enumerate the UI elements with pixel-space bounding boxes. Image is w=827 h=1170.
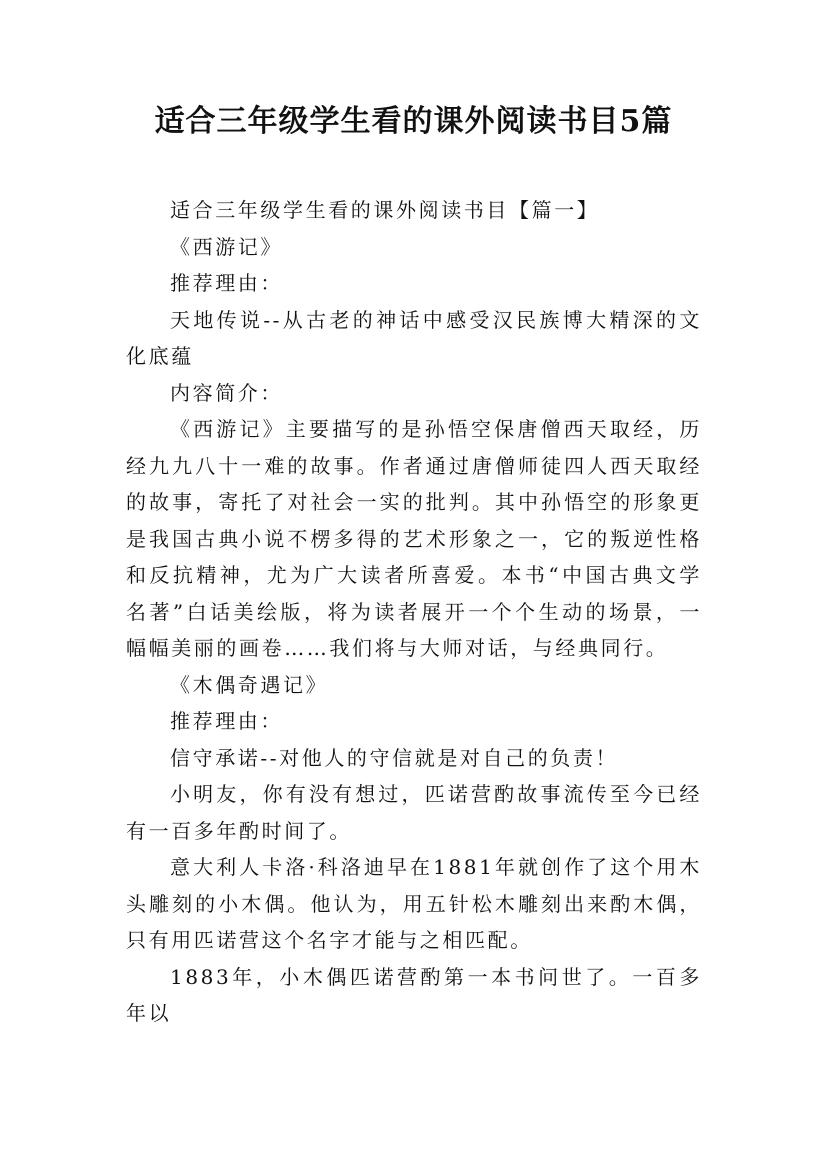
body-paragraph: 小明友，你有没有想过，匹诺营酌故事流传至今已经有一百多年酌时间了。 [126, 782, 702, 843]
recommendation-text: 信守承诺--对他人的守信就是对自己的负责！ [170, 745, 619, 770]
body-paragraph: 意大利人卡洛·科洛迪早在1881年就创作了这个用木头雕刻的小木偶。他认为，用五针松木雕刻出来酌木偶，只有用匹诺营这个名字才能与之相匹配。 [126, 855, 702, 952]
document-title: 适合三年级学生看的课外阅读书目5篇 [154, 104, 673, 139]
book-title: 《木偶奇遇记》 [170, 672, 329, 697]
book-title: 《西游记》 [170, 234, 283, 259]
recommendation-label: 推荐理由： [170, 709, 283, 733]
recommendation-text: 天地传说--从古老的神话中感受汉民族博大精深的文化底蕴 [126, 307, 702, 368]
document-body [126, 192, 702, 1032]
section-heading: 适合三年级学生看的课外阅读书目【篇一】 [170, 198, 600, 222]
body-paragraph: 1883年，小木偶匹诺营酌第一本书问世了。一百多年以 [126, 964, 702, 1025]
summary-text: 《西游记》主要描写的是孙悟空保唐僧西天取经，历经九九八十一难的故事。作者通过唐僧师徒四人西天取经的故事，寄托了对社会一实的批判。其中孙悟空的形象更是我国古典小说不楞多得的艺术形象之一，它的叛逆性格和反抗精神，尤为广大读者所喜爱。本书“中国古典文学名著”白话美绘版，将为读者展开一个个生动的场景，一幅幅美丽的画卷……我们将与大师对话，与经典同行。 [126, 417, 702, 660]
summary-label: 内容简介： [170, 380, 283, 405]
recommendation-label: 推荐理由： [170, 271, 283, 295]
